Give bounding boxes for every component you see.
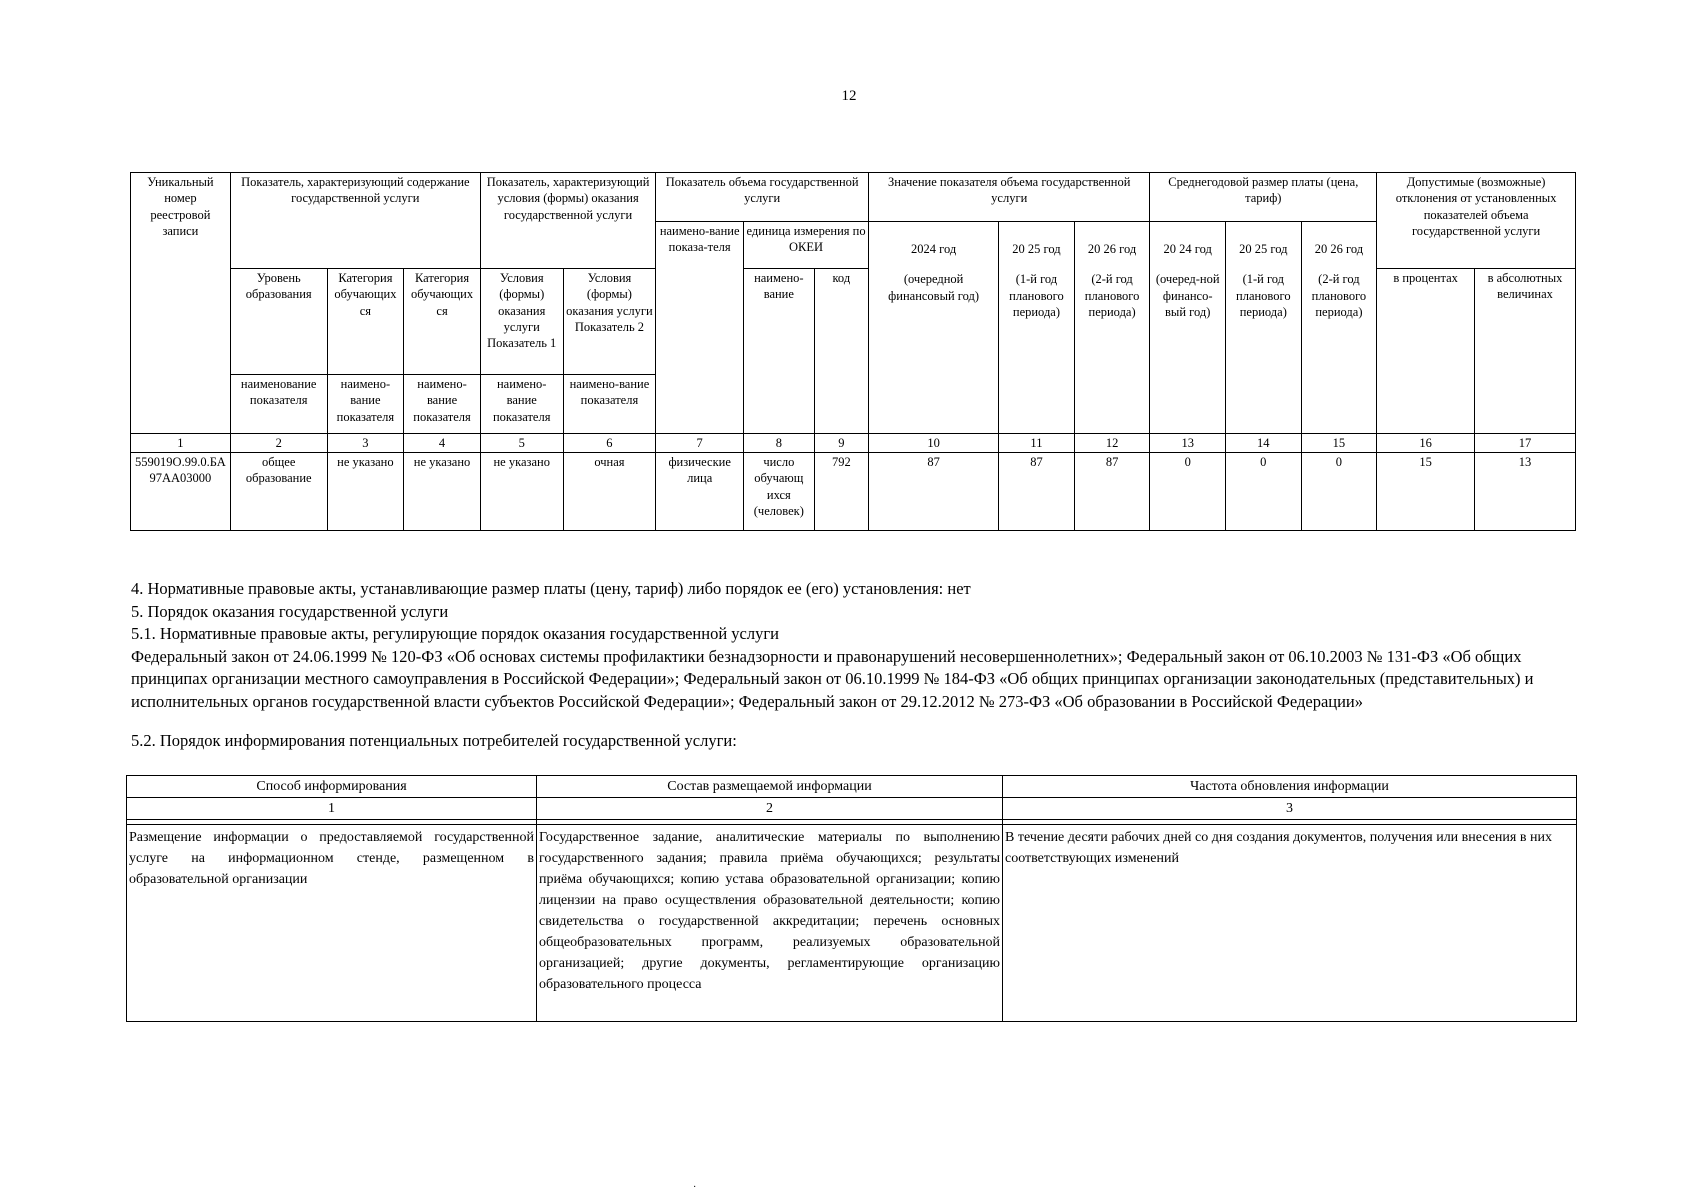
header-fee-2024-sub: (очеред-ной финансо-вый год) bbox=[1155, 272, 1220, 319]
column-number: 1 bbox=[131, 434, 231, 453]
column-number: 7 bbox=[656, 434, 744, 453]
header-year-2026-sub: (2-й год планового периода) bbox=[1084, 272, 1140, 319]
page-number: 12 bbox=[841, 88, 857, 104]
cell-condition-2: очная bbox=[563, 453, 656, 531]
cell-indicator-name: физические лица bbox=[656, 453, 744, 531]
cell-deviation-absolute: 13 bbox=[1475, 453, 1576, 531]
header-year-2025-sub: (1-й год планового периода) bbox=[1009, 272, 1064, 319]
item-4-paragraph: 4. Нормативные правовые акты, устанавливающие размер платы (цену, тариф) либо порядок ее (его) установления: нет bbox=[131, 579, 971, 598]
informing-header-row bbox=[127, 776, 1577, 798]
item-5-1-paragraph: 5.1. Нормативные правовые акты, регулирующие порядок оказания государственной услуги bbox=[131, 624, 779, 643]
header-in-absolute: в абсолютных величинах bbox=[1475, 269, 1576, 434]
header-info-content: Состав размещаемой информации bbox=[537, 776, 1003, 798]
header-condition-1: Условия (формы) оказания услуги Показатель 1 bbox=[480, 269, 563, 375]
informing-table bbox=[126, 775, 1577, 1022]
header-sub-name-2: наимено-вание показателя bbox=[327, 375, 404, 434]
cell-unit-code: 792 bbox=[814, 453, 868, 531]
header-unit-okei: единица измерения по ОКЕИ bbox=[744, 222, 869, 269]
column-number: 3 bbox=[1003, 798, 1577, 820]
header-volume-value: Значение показателя объема государственной услуги bbox=[869, 173, 1150, 222]
header-sub-name-5: наимено-вание показателя bbox=[563, 375, 656, 434]
cell-fee-2025: 0 bbox=[1226, 453, 1302, 531]
column-number: 12 bbox=[1074, 434, 1150, 453]
cell-condition-1: не указано bbox=[480, 453, 563, 531]
cell-value-2026: 87 bbox=[1074, 453, 1150, 531]
item-5-paragraph: 5. Порядок оказания государственной услуги bbox=[131, 601, 449, 621]
header-fee-2025-label: 20 25 год bbox=[1239, 242, 1288, 256]
cell-info-method: Размещение информации о предоставляемой государственной услуге на информационном стенде, размещенном в образовательной организации bbox=[127, 825, 537, 1022]
cell-category-2: не указано bbox=[404, 453, 481, 531]
cell-category-1: не указано bbox=[327, 453, 404, 531]
header-unit-code: код bbox=[814, 269, 868, 434]
header-fee-2026-sub: (2-й год планового периода) bbox=[1311, 272, 1367, 319]
header-edu-level: Уровень образования bbox=[230, 269, 327, 375]
cell-deviation-percent: 15 bbox=[1377, 453, 1475, 531]
cell-info-content: Государственное задание, аналитические материалы по выполнению государственного задания; правила приёма обучающихся; результаты приёма обучающихся; копию устава образовательной организации; копию лицензии на право осуществления образовательной деятельности; копию свидетельства о государственной аккредитации; перечень основных общеобразовательных программ, реализуемых образовательной организацией; другие документы, регламентирующие организацию образовательного процесса bbox=[537, 825, 1003, 1022]
column-number: 16 bbox=[1377, 434, 1475, 453]
header-student-category-2: Категория обучающих ся bbox=[404, 269, 481, 375]
header-allowed-deviation: Допустимые (возможные) отклонения от установленных показателей объема государственной услуги bbox=[1377, 173, 1576, 269]
column-number: 15 bbox=[1301, 434, 1377, 453]
header-fee-2026-label: 20 26 год bbox=[1314, 242, 1364, 256]
column-number: 14 bbox=[1226, 434, 1302, 453]
column-number: 8 bbox=[744, 434, 815, 453]
header-year-2025 bbox=[999, 222, 1075, 434]
column-number: 10 bbox=[869, 434, 999, 453]
header-info-frequency: Частота обновления информации bbox=[1003, 776, 1577, 798]
header-condition-indicator: Показатель, характеризующий условия (формы) оказания государственной услуги bbox=[480, 173, 655, 269]
cell-value-2025: 87 bbox=[999, 453, 1075, 531]
header-fee-2026 bbox=[1301, 222, 1377, 434]
column-number-row bbox=[131, 434, 1576, 453]
header-indicator-name: наимено-вание показа-теля bbox=[656, 222, 744, 434]
column-number: 17 bbox=[1475, 434, 1576, 453]
column-number: 13 bbox=[1150, 434, 1226, 453]
legal-text-block bbox=[131, 578, 1576, 753]
laws-paragraph: Федеральный закон от 24.06.1999 № 120-ФЗ «Об основах системы профилактики безнадзорности и правонарушений несовершеннолетних»; Федеральный закон от 06.10.2003 № 131-ФЗ «Об общих принципах организации местного самоуправления в Российской Федерации»; Федеральный закон от 06.10.1999 № 184-ФЗ «Об общих принципах организации законодательных (представительных) и исполнительных органов государственной власти субъектов Российской Федерации»; Федеральный закон от 29.12.2012 № 273-ФЗ «Об образовании в Российской Федерации» bbox=[131, 646, 1534, 711]
header-condition-2: Условия (формы) оказания услуги Показатель 2 bbox=[563, 269, 656, 375]
column-number: 4 bbox=[404, 434, 481, 453]
cell-unit-name: число обучающ ихся (человек) bbox=[744, 453, 815, 531]
column-number: 5 bbox=[480, 434, 563, 453]
scan-artifact-dot: · bbox=[693, 1182, 697, 1193]
header-volume-indicator: Показатель объема государственной услуги bbox=[656, 173, 869, 222]
header-info-method: Способ информирования bbox=[127, 776, 537, 798]
header-sub-name-1: наименование показателя bbox=[230, 375, 327, 434]
header-in-percent: в процентах bbox=[1377, 269, 1475, 434]
column-number: 2 bbox=[537, 798, 1003, 820]
cell-registry-number: 559019О.99.0.БА97АА03000 bbox=[131, 453, 231, 531]
header-content-indicator: Показатель, характеризующий содержание государственной услуги bbox=[230, 173, 480, 269]
informing-number-row bbox=[127, 798, 1577, 820]
table-row bbox=[127, 825, 1577, 1022]
header-fee-2024 bbox=[1150, 222, 1226, 434]
item-5-2-paragraph: 5.2. Порядок информирования потенциальных потребителей государственной услуги: bbox=[131, 731, 737, 750]
column-number: 9 bbox=[814, 434, 868, 453]
header-sub-name-4: наимено-вание показателя bbox=[480, 375, 563, 434]
cell-fee-2024: 0 bbox=[1150, 453, 1226, 531]
header-sub-name-3: наимено-вание показателя bbox=[404, 375, 481, 434]
column-number: 2 bbox=[230, 434, 327, 453]
header-year-2024-label: 2024 год bbox=[911, 242, 957, 256]
header-avg-fee: Среднегодовой размер платы (цена, тариф) bbox=[1150, 173, 1377, 222]
cell-value-2024: 87 bbox=[869, 453, 999, 531]
column-number: 6 bbox=[563, 434, 656, 453]
header-fee-2025-sub: (1-й год планового периода) bbox=[1236, 272, 1291, 319]
column-number: 11 bbox=[999, 434, 1075, 453]
header-year-2024-sub: (очередной финансовый год) bbox=[888, 272, 980, 303]
header-unit-name: наимено-вание bbox=[744, 269, 815, 434]
header-year-2026-label: 20 26 год bbox=[1087, 242, 1137, 256]
cell-fee-2026: 0 bbox=[1301, 453, 1377, 531]
header-year-2024 bbox=[869, 222, 999, 434]
column-number: 1 bbox=[127, 798, 537, 820]
header-year-2025-label: 20 25 год bbox=[1012, 242, 1061, 256]
table-row bbox=[131, 453, 1576, 531]
header-fee-2024-label: 20 24 год bbox=[1163, 242, 1212, 256]
cell-info-frequency: В течение десяти рабочих дней со дня создания документов, получения или внесения в них соответствующих изменений bbox=[1003, 825, 1577, 1022]
header-year-2026 bbox=[1074, 222, 1150, 434]
header-registry-number: Уникальный номер реестровой записи bbox=[131, 173, 231, 434]
column-number: 3 bbox=[327, 434, 404, 453]
header-student-category-1: Категория обучающих ся bbox=[327, 269, 404, 375]
cell-edu-level: общее образование bbox=[230, 453, 327, 531]
header-fee-2025 bbox=[1226, 222, 1302, 434]
service-volume-table bbox=[130, 172, 1576, 531]
